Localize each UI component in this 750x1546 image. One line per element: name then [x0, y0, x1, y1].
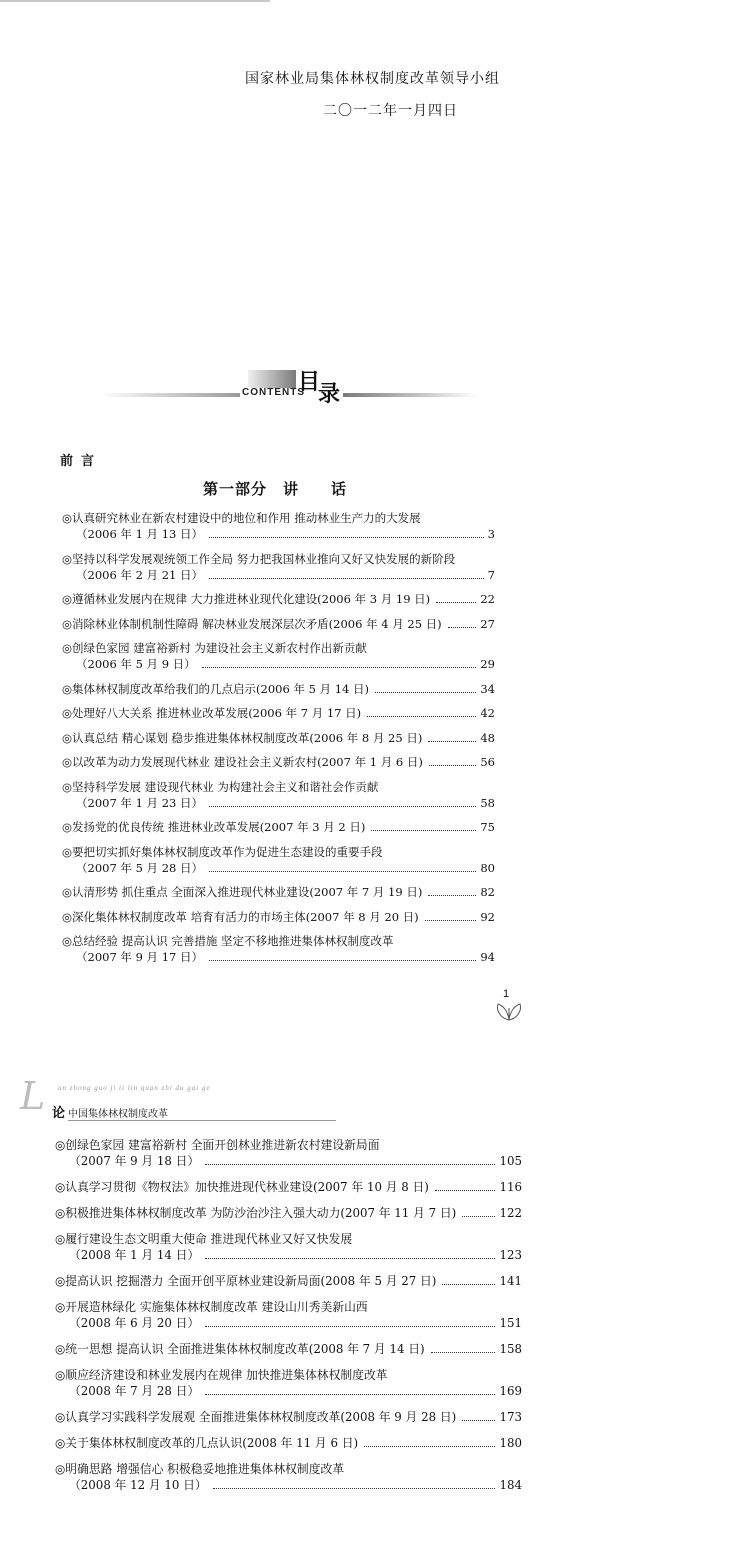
toc-entry-line: [55, 1247, 522, 1263]
toc-entry-line: [55, 1315, 522, 1331]
toc-entry-page: 22: [480, 592, 495, 606]
contents-english: CONTENTS: [242, 387, 305, 398]
toc-entry[interactable]: [55, 1205, 522, 1221]
dot-leader: [425, 920, 477, 921]
toc-entry[interactable]: [55, 1179, 522, 1195]
script-letter-logo: L: [20, 1074, 46, 1118]
toc-entry-line: [55, 1383, 522, 1399]
toc-entry-line: [55, 1341, 522, 1357]
dot-leader: [428, 741, 476, 742]
toc-entry-title: ◎认清形势 抓住重点 全面深入推进现代林业建设(2007 年 7 月 19 日): [62, 885, 423, 899]
toc-entry-page: 29: [480, 657, 495, 671]
toc-entry-line: [62, 705, 495, 721]
toc-entry-page: 94: [480, 950, 495, 964]
toc-entry[interactable]: [55, 1341, 522, 1357]
dot-leader: [213, 1488, 496, 1489]
toc-entry-line: [62, 656, 495, 672]
dot-leader: [205, 1164, 495, 1165]
toc-entry-title: ◎关于集体林权制度改革的几点认识(2008 年 11 月 6 日): [55, 1436, 359, 1450]
toc-entry-page: 7: [487, 567, 495, 582]
toc-entry-title: ◎发扬党的优良传统 推进林业改革发展(2007 年 3 月 2 日): [62, 820, 366, 834]
toc-entry-title: ◎集体林权制度改革给我们的几点启示(2006 年 5 月 14 日): [62, 681, 369, 696]
toc-entry[interactable]: [62, 844, 495, 876]
toc-entry-page: 92: [480, 909, 495, 924]
toc-entry-page: 34: [480, 681, 495, 696]
toc-entry-date: （2006 年 2 月 21 日）: [76, 567, 203, 582]
preface-link[interactable]: 前言: [60, 454, 103, 469]
toc-entry-page: 82: [480, 885, 495, 899]
dot-leader: [448, 627, 477, 628]
toc-entry-line: [62, 795, 495, 811]
toc-entry[interactable]: [62, 819, 495, 835]
toc-entry-line: [62, 681, 495, 697]
toc-entry[interactable]: [62, 754, 495, 770]
toc-entry-line: [55, 1179, 522, 1195]
toc-entry[interactable]: [62, 730, 495, 746]
toc-entry-title: ◎消除林业体制机制性障碍 解决林业发展深层次矛盾(2006 年 4 月 25 日): [62, 616, 442, 631]
toc-entry-line: [62, 949, 495, 965]
toc-entry-title: ◎总结经验 提高认识 完善措施 坚定不移地推进集体林权制度改革: [62, 934, 394, 948]
toc-entry-title: ◎提高认识 挖掘潜力 全面开创平原林业建设新局面(2008 年 5 月 27 日): [55, 1274, 437, 1288]
toc-entry-line: [62, 884, 495, 900]
toc-entry-page: 116: [499, 1180, 522, 1194]
toc-entry-line: [55, 1409, 522, 1425]
dot-leader: [209, 806, 476, 807]
toc-entry-page: 27: [480, 616, 495, 631]
toc-entry[interactable]: [62, 779, 495, 811]
toc-entry-date: （2007 年 1 月 23 日）: [76, 795, 203, 810]
toc-entry-page: 141: [499, 1274, 522, 1288]
dot-leader: [209, 537, 484, 538]
toc-entry-title: ◎坚持以科学发展观统领工作全局 努力把我国林业推向又好又快发展的新阶段: [62, 551, 456, 566]
header-rule-left: [100, 393, 240, 397]
toc-entry-title: ◎要把切实抓好集体林权制度改革作为促进生态建设的重要手段: [62, 844, 383, 859]
dot-leader: [205, 1394, 495, 1395]
toc-entry-page: 42: [480, 706, 495, 720]
contents-header: [100, 365, 480, 405]
header-book-title: 中国集体林权制度改革: [68, 1109, 168, 1120]
toc-entry-title: ◎明确思路 增强信心 积极稳妥地推进集体林权制度改革: [55, 1462, 345, 1476]
running-header: [18, 1074, 318, 1122]
toc-entry-page: 158: [499, 1342, 522, 1356]
dot-leader: [442, 1284, 495, 1285]
header-rule-right: [343, 393, 478, 397]
toc-entry[interactable]: [62, 510, 495, 542]
dot-leader: [375, 692, 476, 693]
toc-entry[interactable]: [62, 705, 495, 721]
toc-entry-title: ◎认真学习贯彻《物权法》加快推进现代林业建设(2007 年 10 月 8 日): [55, 1180, 429, 1194]
toc-entry-date: （2008 年 6 月 20 日）: [69, 1316, 200, 1330]
dot-leader: [429, 765, 477, 766]
toc-entry[interactable]: [62, 640, 495, 672]
toc-entry-title: ◎统一思想 提高认识 全面推进集体林权制度改革(2008 年 7 月 14 日): [55, 1342, 425, 1356]
toc-entry-line: [55, 1477, 522, 1493]
toc-entry-page: 80: [480, 860, 495, 875]
toc-entry-page: 123: [499, 1248, 522, 1262]
toc-entry[interactable]: [62, 551, 495, 583]
toc-entry-page: 3: [487, 527, 495, 541]
toc-entry[interactable]: [62, 884, 495, 900]
toc-entry-page: 151: [499, 1316, 522, 1330]
signature-date: 二〇一二年一月四日: [323, 103, 458, 119]
toc-entry-line: [55, 1205, 522, 1221]
toc-entry[interactable]: [55, 1273, 522, 1289]
toc-entry-title: ◎积极推进集体林权制度改革 为防沙治沙注入强大动力(2007 年 11 月 7 日): [55, 1206, 457, 1220]
dot-leader: [462, 1216, 495, 1217]
dot-leader: [205, 1326, 495, 1327]
toc-entry-title: ◎创绿色家园 建富裕新村 全面开创林业推进新农村建设新局面: [55, 1138, 380, 1152]
dot-leader: [462, 1420, 495, 1421]
dot-leader: [436, 602, 476, 603]
toc-entry-title: ◎认真总结 精心谋划 稳步推进集体林权制度改革(2006 年 8 月 25 日): [62, 730, 423, 745]
toc-entry-title: ◎以改革为动力发展现代林业 建设社会主义新农村(2007 年 1 月 6 日): [62, 755, 423, 769]
dot-leader: [202, 667, 477, 668]
toc-entry-page: 56: [480, 755, 495, 769]
toc-entry-title: ◎遵循林业发展内在规律 大力推进林业现代化建设(2006 年 3 月 19 日): [62, 592, 431, 606]
header-lun-char: 论: [52, 1106, 66, 1121]
toc-entry-page: 169: [499, 1384, 522, 1398]
toc-entry-line: [62, 591, 495, 607]
toc-entry-page: 48: [480, 730, 495, 745]
toc-entry-title: ◎深化集体林权制度改革 培育有活力的市场主体(2007 年 8 月 20 日): [62, 909, 419, 924]
toc-entry-line: [55, 1273, 522, 1289]
dot-leader: [367, 716, 476, 717]
toc-entry[interactable]: [62, 933, 495, 965]
toc-entry[interactable]: [55, 1461, 522, 1493]
toc-entry-page: 184: [499, 1478, 522, 1492]
toc-entry-date: （2007 年 5 月 28 日）: [76, 860, 203, 875]
toc-entry-line: [62, 909, 495, 925]
toc-entry-line: [62, 819, 495, 835]
dot-leader: [209, 960, 476, 961]
toc-entry-title: ◎履行建设生态文明重大使命 推进现代林业又好又快发展: [55, 1232, 353, 1246]
toc-entry-line: [62, 730, 495, 746]
pinyin-line: un zhong guo ji ti lin quan zhi du gai ge: [58, 1084, 211, 1092]
toc-entry-line: [62, 526, 495, 542]
toc-entry[interactable]: [55, 1231, 522, 1263]
toc-entry[interactable]: [62, 681, 495, 697]
header-rule: [68, 1120, 336, 1121]
contents-char-mu: 目: [298, 369, 321, 395]
toc-entry-date: （2008 年 12 月 10 日）: [69, 1478, 207, 1492]
toc-entry-title: ◎开展造林绿化 实施集体林权制度改革 建设山川秀美新山西: [55, 1300, 368, 1314]
toc-entry-date: （2007 年 9 月 18 日）: [69, 1154, 200, 1168]
toc-entry[interactable]: [62, 616, 495, 632]
dot-leader: [209, 578, 484, 579]
toc-entry-title: ◎认真研究林业在新农村建设中的地位和作用 推动林业生产力的大发展: [62, 511, 421, 525]
toc-page-2: [55, 1137, 522, 1503]
dot-leader: [371, 830, 476, 831]
toc-entry-page: 173: [499, 1410, 522, 1424]
dot-leader: [431, 1352, 496, 1353]
toc-entry[interactable]: [55, 1435, 522, 1451]
toc-entry-line: [62, 567, 495, 583]
toc-entry-date: （2006 年 1 月 13 日）: [76, 527, 203, 541]
toc-entry-line: [62, 754, 495, 770]
toc-entry[interactable]: [55, 1299, 522, 1331]
toc-entry-date: （2008 年 7 月 28 日）: [69, 1384, 200, 1398]
dot-leader: [428, 895, 476, 896]
toc-entry[interactable]: [55, 1137, 522, 1169]
toc-entry-line: [62, 860, 495, 876]
toc-entry-title: ◎认真学习实践科学发展观 全面推进集体林权制度改革(2008 年 9 月 28 日): [55, 1410, 457, 1424]
toc-entry-line: [62, 616, 495, 632]
toc-entry-line: [55, 1153, 522, 1169]
toc-entry-page: 180: [499, 1436, 522, 1450]
toc-entry-page: 58: [480, 795, 495, 810]
toc-entry-title: ◎坚持科学发展 建设现代林业 为构建社会主义和谐社会作贡献: [62, 779, 379, 794]
toc-entry-date: （2008 年 1 月 14 日）: [69, 1248, 200, 1262]
toc-entry-date: （2006 年 5 月 9 日）: [76, 657, 196, 671]
header-shade-block: [248, 370, 296, 388]
top-edge-rule: [0, 0, 270, 2]
toc-entry[interactable]: [62, 591, 495, 607]
toc-entry-date: （2007 年 9 月 17 日）: [76, 950, 203, 964]
toc-entry-title: ◎处理好八大关系 推进林业改革发展(2006 年 7 月 17 日): [62, 706, 362, 720]
toc-entry[interactable]: [55, 1409, 522, 1425]
toc-entry-page: 122: [499, 1206, 522, 1220]
signature-organization: 国家林业局集体林权制度改革领导小组: [245, 71, 500, 87]
toc-entry-page: 75: [480, 820, 495, 834]
dot-leader: [209, 871, 476, 872]
dot-leader: [364, 1446, 495, 1447]
part-title: 第一部分 讲 话: [203, 480, 348, 498]
toc-page-1: [62, 510, 495, 974]
toc-entry[interactable]: [62, 909, 495, 925]
dot-leader: [205, 1258, 495, 1259]
contents-char-lu: 录: [318, 381, 341, 407]
toc-entry-page: 105: [499, 1154, 522, 1168]
toc-entry-line: [55, 1435, 522, 1451]
page-number: 1: [503, 988, 510, 1000]
toc-entry[interactable]: [55, 1367, 522, 1399]
toc-entry-title: ◎创绿色家园 建富裕新村 为建设社会主义新农村作出新贡献: [62, 641, 367, 655]
leaf-icon: [494, 998, 524, 1022]
toc-entry-title: ◎顺应经济建设和林业发展内在规律 加快推进集体林权制度改革: [55, 1368, 388, 1382]
dot-leader: [435, 1190, 496, 1191]
